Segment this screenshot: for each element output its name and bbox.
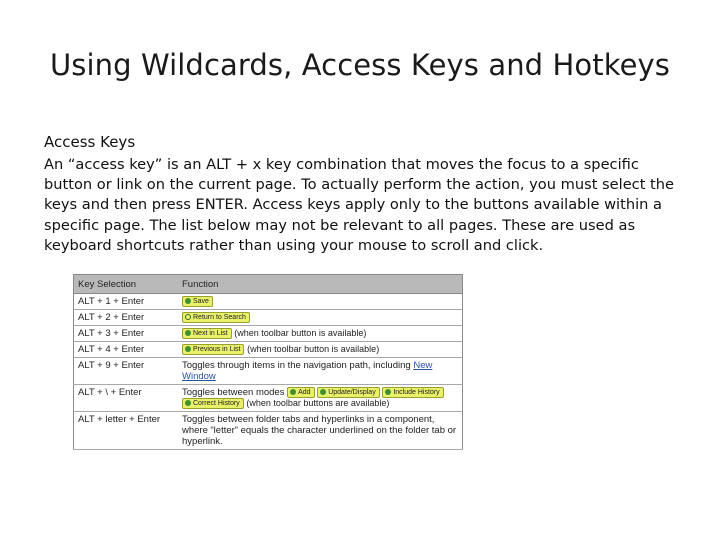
table-row [74,412,463,450]
function-cell [178,342,463,358]
key-cell: ALT + 4 + Enter [74,342,179,358]
new-window-link: New Window [182,360,433,383]
table-row [74,294,463,310]
key-cell: ALT + 9 + Enter [74,358,179,385]
section-heading: Access Keys [44,133,136,151]
history-icon [385,389,391,395]
access-keys-table [73,274,463,450]
table-header-row [74,275,463,294]
availability-note: (when toolbar button is available) [247,344,380,355]
function-cell [178,294,463,310]
function-cell [178,385,463,412]
body-paragraph: An “access key” is an ALT + x key combination that moves the focus to a specific button or link on the current page. To actually perform the action, you must select the keys and then press ENTER. Access keys apply only to the buttons available within a specific page. The list below may not be relevant to all pages. These are used as keyboard shortcuts rather than using your mouse to scroll and click. [44,156,675,254]
correct-history-button-image [182,398,244,409]
refresh-icon [320,389,326,395]
next-in-list-button-image [182,328,232,339]
check-icon [185,298,191,304]
edit-icon [185,400,191,406]
next-in-list-label: Next in List [193,330,228,338]
return-to-search-button-image [182,312,250,323]
table-row [74,385,463,412]
table-row [74,326,463,342]
function-cell [178,326,463,342]
update-display-button-image [317,387,379,398]
column-header-function: Function [178,275,463,294]
magnifier-icon [185,314,191,320]
key-cell: ALT + \ + Enter [74,385,179,412]
function-cell [178,358,463,385]
previous-in-list-label: Previous in List [193,346,241,354]
return-to-search-label: Return to Search [193,314,246,322]
slide-title: Using Wildcards, Access Keys and Hotkeys [49,48,670,82]
function-text: Toggles through items in the navigation path, including [182,360,411,372]
arrow-icon [185,330,191,336]
table-row [74,358,463,385]
table-row [74,310,463,326]
arrow-icon [185,346,191,352]
save-label: Save [193,298,209,305]
plus-icon [290,389,296,395]
function-text: Toggles between modes [182,387,285,399]
key-cell: ALT + letter + Enter [74,412,179,450]
key-cell: ALT + 1 + Enter [74,294,179,310]
include-history-label: Include History [393,389,440,397]
availability-note: (when toolbar button is available) [234,328,367,339]
availability-note: (when toolbar buttons are available) [246,398,390,409]
update-display-label: Update/Display [328,389,376,397]
function-cell [178,310,463,326]
include-history-button-image [382,387,443,398]
column-header-key-selection: Key Selection [74,275,179,294]
key-cell: ALT + 2 + Enter [74,310,179,326]
add-button-image [287,387,314,398]
function-cell: Toggles between folder tabs and hyperlinks in a component, where “letter” equals the character underlined on the folder tab or hyperlink. [178,412,463,450]
add-label: Add [298,389,311,397]
previous-in-list-button-image [182,344,244,355]
table-row [74,342,463,358]
save-button-image [182,296,213,307]
correct-history-label: Correct History [193,400,240,408]
key-cell: ALT + 3 + Enter [74,326,179,342]
